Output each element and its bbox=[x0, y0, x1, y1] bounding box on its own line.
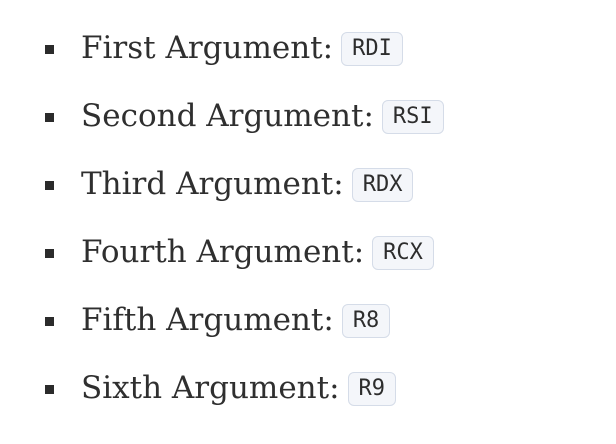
register-code: RCX bbox=[372, 236, 434, 270]
list-item bbox=[0, 287, 616, 355]
list-item bbox=[0, 83, 616, 151]
argument-label bbox=[81, 232, 434, 272]
square-bullet-icon bbox=[45, 113, 54, 122]
argument-label bbox=[81, 96, 444, 136]
register-code: RSI bbox=[382, 100, 444, 134]
argument-label bbox=[81, 164, 413, 204]
square-bullet-icon bbox=[45, 45, 54, 54]
argument-label-text: Second Argument: bbox=[81, 98, 374, 134]
argument-label bbox=[81, 300, 390, 340]
square-bullet-icon bbox=[45, 317, 54, 326]
argument-label-text: Fourth Argument: bbox=[81, 234, 365, 270]
square-bullet-icon bbox=[45, 181, 54, 190]
list-item bbox=[0, 151, 616, 219]
list-item bbox=[0, 15, 616, 83]
argument-label-text: Sixth Argument: bbox=[81, 370, 340, 406]
argument-label-text: Fifth Argument: bbox=[81, 302, 334, 338]
argument-register-list bbox=[0, 15, 616, 423]
argument-label-text: First Argument: bbox=[81, 30, 334, 66]
square-bullet-icon bbox=[45, 249, 54, 258]
register-code: RDI bbox=[341, 32, 403, 66]
register-code: R9 bbox=[348, 372, 397, 406]
register-code: RDX bbox=[352, 168, 414, 202]
argument-label bbox=[81, 368, 396, 408]
list-item bbox=[0, 219, 616, 287]
register-code: R8 bbox=[342, 304, 391, 338]
list-item bbox=[0, 355, 616, 423]
square-bullet-icon bbox=[45, 385, 54, 394]
argument-label-text: Third Argument: bbox=[81, 166, 344, 202]
argument-label bbox=[81, 28, 403, 68]
